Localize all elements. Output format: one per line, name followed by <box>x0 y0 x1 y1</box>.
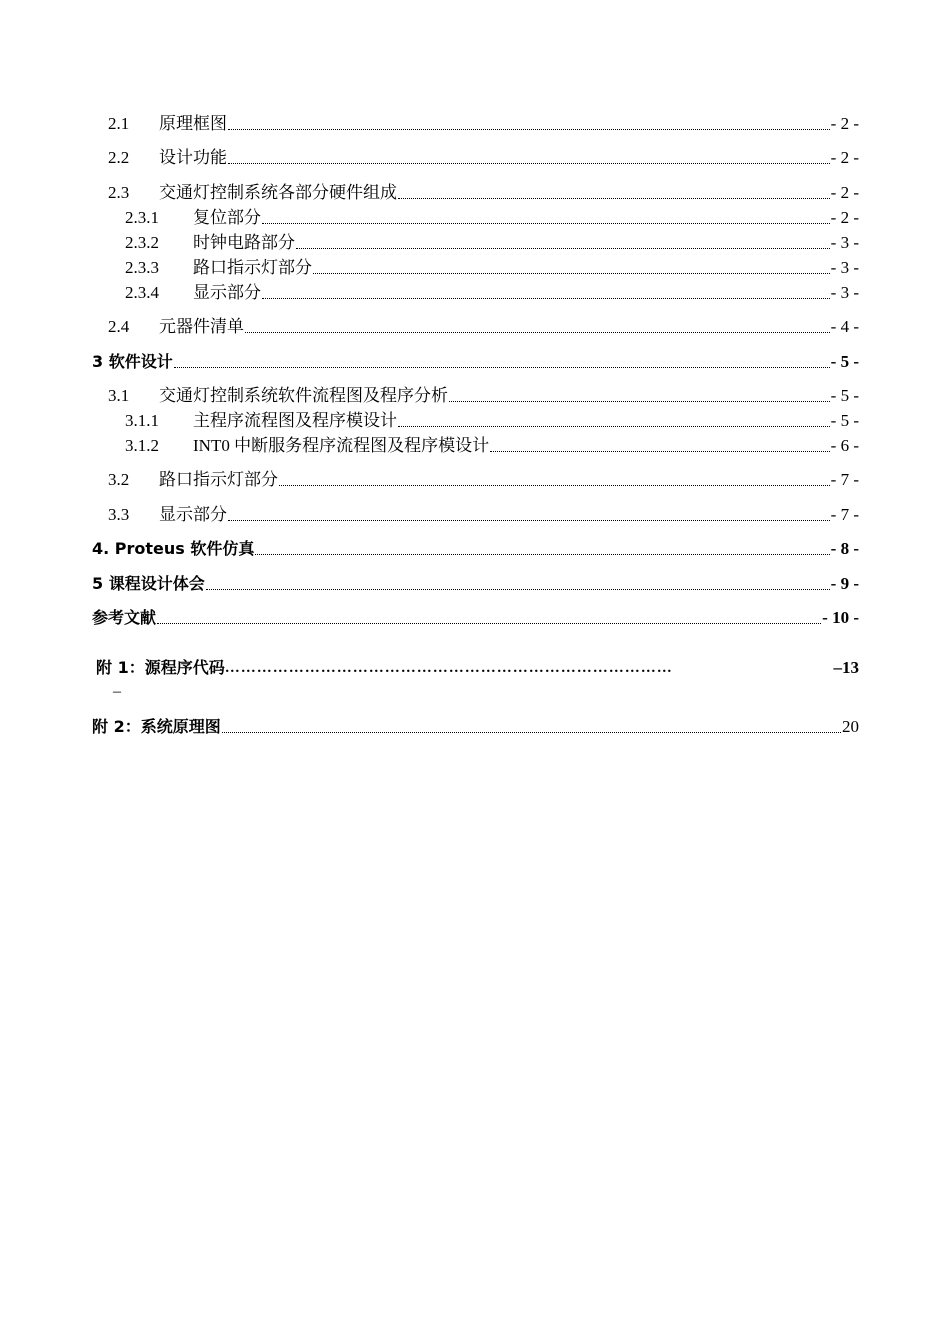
toc-entry-title: 路口指示灯部分 <box>193 258 312 277</box>
toc-entry-title: 显示部分 <box>159 505 227 524</box>
toc-entry-number: 2.3.4 <box>125 283 159 302</box>
toc-entry[interactable] <box>92 147 859 169</box>
toc-entry-page: - 3 - <box>830 233 859 252</box>
dot-leader <box>262 298 830 299</box>
dot-leader <box>245 332 830 333</box>
toc-entry-page: - 10 - <box>822 608 859 627</box>
toc-entry-number: 2.3.3 <box>125 258 159 277</box>
dot-leader <box>449 401 830 402</box>
toc-entry-title: 4. Proteus 软件仿真 <box>92 539 255 558</box>
toc-entry-page: - 3 - <box>830 283 859 302</box>
toc-entry-title: 附 2：系统原理图 <box>92 717 221 736</box>
toc-entry-page: - 8 - <box>830 539 859 558</box>
toc-entry-page-continuation: – <box>113 683 121 700</box>
dot-leader <box>157 623 821 624</box>
toc-entry-page: - 5 - <box>830 411 859 430</box>
toc-entry-page: –13 <box>833 658 859 677</box>
toc-entry-page: - 6 - <box>830 436 859 455</box>
toc-entry-title: 设计功能 <box>159 148 227 167</box>
toc-entry-appendix-2[interactable] <box>92 716 859 738</box>
dot-leader <box>255 554 829 555</box>
toc-entry[interactable] <box>92 435 859 457</box>
toc-entry-title: INT0 中断服务程序流程图及程序模设计 <box>193 436 490 455</box>
toc-entry-title: 交通灯控制系统软件流程图及程序分析 <box>159 386 448 405</box>
dot-leader <box>222 732 841 733</box>
toc-entry[interactable] <box>92 113 859 135</box>
dot-leader <box>262 223 830 224</box>
toc-entry-title: 主程序流程图及程序模设计 <box>193 411 397 430</box>
toc-entry-title: 路口指示灯部分 <box>159 470 278 489</box>
toc-entry-number: 2.3 <box>108 183 130 202</box>
toc-entry-title: 复位部分 <box>193 208 261 227</box>
toc-entry-title: 显示部分 <box>193 283 261 302</box>
toc-entry-page: - 2 - <box>830 148 859 167</box>
toc-entry-appendix-1[interactable] <box>96 657 859 679</box>
toc-entry[interactable] <box>92 573 859 595</box>
toc-entry-number: 2.1 <box>108 114 130 133</box>
toc-entry-page: - 5 - <box>830 386 859 405</box>
toc-entry-page: - 4 - <box>830 317 859 336</box>
toc-entry-number: 2.3.2 <box>125 233 159 252</box>
toc-entry-number: 2.3.1 <box>125 208 159 227</box>
toc-entry[interactable] <box>92 469 859 491</box>
dot-leader <box>398 198 830 199</box>
toc-entry[interactable] <box>92 316 859 338</box>
toc-entry-title: 时钟电路部分 <box>193 233 295 252</box>
toc-entry-number: 3.1.1 <box>125 411 159 430</box>
toc-entry[interactable] <box>92 538 859 560</box>
toc-entry-title: 3 软件设计 <box>92 352 173 371</box>
toc-entry[interactable] <box>92 607 859 629</box>
toc-entry-title: 附 1：源程序代码 <box>96 658 225 677</box>
toc-entry-number: 3.3 <box>108 505 130 524</box>
dot-leader: ………………………………………………………………………… <box>224 660 673 676</box>
toc-entry-page: - 7 - <box>830 505 859 524</box>
dot-leader <box>228 520 830 521</box>
toc-entry[interactable] <box>92 282 859 304</box>
toc-entry-number: 2.4 <box>108 317 130 336</box>
toc-entry-page: - 7 - <box>830 470 859 489</box>
dot-leader <box>228 129 830 130</box>
toc-entry-title: 5 课程设计体会 <box>92 574 205 593</box>
toc-entry[interactable] <box>92 351 859 373</box>
toc-entry-title: 参考文献 <box>92 608 157 627</box>
toc-entry[interactable] <box>92 207 859 229</box>
dot-leader <box>174 367 830 368</box>
toc-entry[interactable] <box>92 182 859 204</box>
toc-entry-page: - 5 - <box>830 352 859 371</box>
toc-entry-page: - 2 - <box>830 114 859 133</box>
dot-leader <box>228 163 830 164</box>
toc-entry-number: 2.2 <box>108 148 130 167</box>
toc-entry-title: 元器件清单 <box>159 317 244 336</box>
toc-entry-page: - 2 - <box>830 208 859 227</box>
toc-entry[interactable] <box>92 410 859 432</box>
toc-entry-title: 原理框图 <box>159 114 227 133</box>
dot-leader <box>490 451 830 452</box>
dot-leader <box>313 273 830 274</box>
toc-entry[interactable] <box>92 385 859 407</box>
dot-leader <box>206 589 830 590</box>
toc-entry[interactable] <box>92 257 859 279</box>
toc-entry-title: 交通灯控制系统各部分硬件组成 <box>159 183 397 202</box>
dot-leader <box>398 426 830 427</box>
toc-entry-page: - 2 - <box>830 183 859 202</box>
toc-entry[interactable] <box>92 232 859 254</box>
dot-leader <box>279 485 830 486</box>
toc-entry[interactable] <box>92 504 859 526</box>
toc-entry-page: - 3 - <box>830 258 859 277</box>
toc-entry-number: 3.2 <box>108 470 130 489</box>
toc-entry-number: 3.1.2 <box>125 436 159 455</box>
toc-entry-page: 20 <box>842 717 859 736</box>
toc-entry-page: - 9 - <box>830 574 859 593</box>
dot-leader <box>296 248 830 249</box>
toc-entry-number: 3.1 <box>108 386 130 405</box>
